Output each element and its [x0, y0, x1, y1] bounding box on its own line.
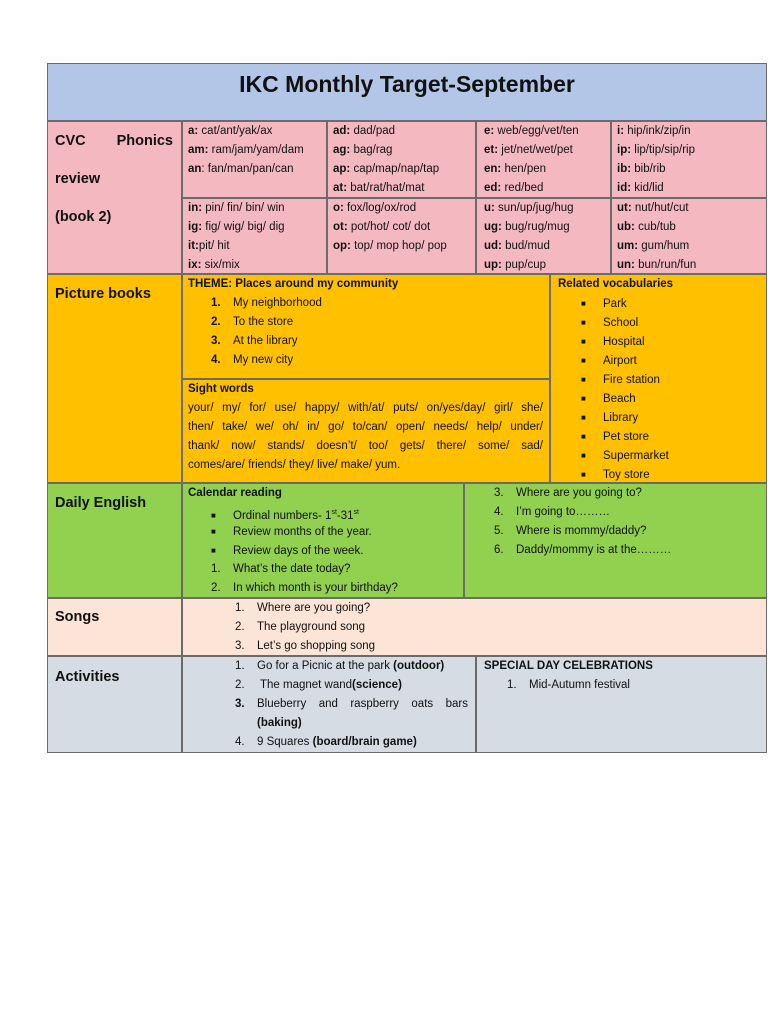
cvc-line [333, 179, 475, 198]
cvc-cell [476, 121, 611, 198]
cvc-pattern: ip: [617, 144, 632, 156]
cvc-pattern: um: [617, 240, 639, 252]
cvc-line [188, 122, 326, 141]
activities-cell [182, 656, 476, 753]
cvc-cell [182, 198, 327, 274]
cvc-words: jet/net/wet/pet [498, 144, 573, 156]
cvc-label-right: Phonics [116, 133, 173, 149]
cvc-pattern: ib: [617, 163, 632, 175]
vocab-item: ■ School [558, 313, 766, 332]
vocab-item: ■ Beach [558, 389, 766, 408]
vocab-label: Related vocabularies [558, 278, 674, 290]
cvc-pattern: o: [333, 202, 344, 214]
cvc-label-left: CVC [55, 133, 86, 149]
theme-label: THEME: Places around my community [188, 278, 399, 290]
bullet-icon: ■ [211, 546, 216, 555]
bullet-icon: ■ [581, 394, 586, 403]
theme-item: 4. My new city [211, 354, 294, 366]
cvc-pattern: ap: [333, 163, 351, 175]
cvc-pattern: op: [333, 240, 351, 252]
cvc-line [484, 218, 610, 237]
cvc-line [188, 237, 326, 256]
special-day-item: 1. Mid-Autumn festival [507, 679, 630, 691]
cvc-pattern: a: [188, 125, 199, 137]
cvc-pattern: ot: [333, 221, 348, 233]
sight-words-line: comes/are/ friends/ they/ live/ make/ yum. [188, 459, 401, 471]
question-item: 6. Daddy/mommy is at the……… [494, 544, 672, 556]
cvc-words: cub/tub [634, 221, 676, 233]
cvc-words: pit/ hit [198, 240, 230, 252]
bullet-icon: ■ [581, 299, 586, 308]
cvc-words: bun/run/fun [634, 259, 697, 271]
calendar-bullet: ■ Review months of the year. [188, 522, 463, 541]
cvc-cell-content [484, 199, 610, 275]
question-item: 1. What’s the date today? [211, 563, 351, 575]
sight-words-cell [182, 379, 550, 483]
cvc-words: top/ mop hop/ pop [350, 240, 447, 252]
picture-books-label: Picture books [55, 286, 151, 302]
cvc-cell [611, 198, 767, 274]
calendar-cell [182, 483, 464, 598]
theme-item: 2. To the store [211, 316, 294, 328]
cvc-pattern: e: [484, 125, 495, 137]
cvc-pattern: ix: [188, 259, 202, 271]
cvc-pattern: ed: [484, 182, 502, 194]
cvc-line [484, 179, 610, 198]
cvc-cell [327, 198, 476, 274]
vocab-item: ■ Fire station [558, 370, 766, 389]
cvc-line [617, 179, 766, 198]
sight-words-line: thank/ now/ stands/ doesn’t/ too/ gets/ there/ some/ sad/ [188, 440, 543, 452]
ordinal-item: ■ Ordinal numbers- 1st-31st [188, 503, 463, 522]
question-item: 5. Where is mommy/daddy? [494, 525, 647, 537]
cvc-label-cell [47, 121, 182, 274]
cvc-label-review: review [55, 171, 101, 187]
cvc-line [333, 141, 475, 160]
cvc-line [484, 122, 610, 141]
cvc-line [617, 199, 766, 218]
cvc-words: web/egg/vet/ten [494, 125, 579, 137]
cvc-pattern: at: [333, 182, 348, 194]
activity-item: 4. 9 Squares (board/brain game) [235, 736, 417, 748]
vocab-item: ■ Park [558, 294, 766, 313]
bullet-icon: ■ [211, 510, 216, 520]
cvc-pattern: ug: [484, 221, 502, 233]
title-row [47, 63, 767, 121]
daily-english-label-cell [47, 483, 182, 598]
cvc-words: bat/rat/hat/mat [347, 182, 425, 194]
cvc-words: fig/ wig/ big/ dig [202, 221, 285, 233]
cvc-cell-content [188, 122, 326, 179]
cvc-pattern: up: [484, 259, 502, 271]
song-item: 1. Where are you going? [235, 602, 371, 614]
cvc-pattern: in: [188, 202, 203, 214]
cvc-pattern: ub: [617, 221, 635, 233]
cvc-words: pin/ fin/ bin/ win [202, 202, 285, 214]
vocab-item: ■ Pet store [558, 427, 766, 446]
cvc-cell-content [617, 199, 766, 275]
cvc-line [333, 160, 475, 179]
cvc-words: gum/hum [638, 240, 690, 252]
cvc-line [188, 199, 326, 218]
cvc-line [617, 141, 766, 160]
cvc-line [333, 199, 475, 218]
cvc-pattern: am: [188, 144, 209, 156]
cvc-line [484, 237, 610, 256]
cvc-line [188, 218, 326, 237]
cvc-pattern: ud: [484, 240, 502, 252]
cvc-line [333, 237, 475, 256]
vocab-item: ■ Supermarket [558, 446, 766, 465]
cvc-pattern: u: [484, 202, 495, 214]
bullet-icon: ■ [581, 470, 586, 479]
cvc-line [617, 122, 766, 141]
bullet-icon: ■ [211, 527, 216, 536]
daily-english-label: Daily English [55, 495, 147, 511]
cvc-label-book: (book 2) [55, 209, 112, 225]
sight-words-line: then/ take/ we/ oh/ in/ go/ to/can/ open/ needs/ help/ under/ [188, 421, 543, 433]
cvc-words: six/mix [201, 259, 240, 271]
cvc-words: ram/jam/yam/dam [208, 144, 304, 156]
cvc-pattern: it: [188, 240, 199, 252]
cvc-words: nut/hut/cut [631, 202, 689, 214]
cvc-line [617, 256, 766, 275]
vocab-cell [550, 274, 767, 483]
cvc-pattern: un: [617, 259, 635, 271]
cvc-words: : fan/man/pan/can [201, 163, 294, 175]
vocab-item: ■ Library [558, 408, 766, 427]
calendar-bullet: ■ Review days of the week. [188, 541, 463, 560]
cvc-line [617, 218, 766, 237]
cvc-words: bib/rib [631, 163, 666, 175]
question-item: 2. In which month is your birthday? [211, 582, 398, 594]
cvc-cell [611, 121, 767, 198]
picture-books-label-cell [47, 274, 182, 483]
vocab-item: ■ Toy store [558, 465, 766, 484]
cvc-words: lip/tip/sip/rip [631, 144, 695, 156]
theme-item: 1. My neighborhood [211, 297, 322, 309]
cvc-pattern: et: [484, 144, 499, 156]
songs-label: Songs [55, 609, 100, 625]
cvc-words: kid/lid [631, 182, 664, 194]
cvc-cell [476, 198, 611, 274]
questions-cell [464, 483, 767, 598]
cvc-line [188, 256, 326, 275]
calendar-label: Calendar reading [188, 487, 282, 499]
question-item: 3. Where are you going to? [494, 487, 642, 499]
theme-item: 3. At the library [211, 335, 298, 347]
cvc-line [188, 160, 326, 179]
cvc-pattern: ad: [333, 125, 351, 137]
cvc-line [333, 218, 475, 237]
song-item: 3. Let’s go shopping song [235, 640, 376, 652]
cvc-line [484, 141, 610, 160]
cvc-words: cap/map/nap/tap [350, 163, 440, 175]
cvc-pattern: ut: [617, 202, 632, 214]
cvc-words: bug/rug/mug [501, 221, 570, 233]
page-title: IKC Monthly Target-September [239, 71, 575, 97]
bullet-icon: ■ [581, 413, 586, 422]
sight-words-label: Sight words [188, 383, 254, 395]
cvc-pattern: id: [617, 182, 632, 194]
cvc-words: sun/up/jug/hug [494, 202, 574, 214]
cvc-words: pot/hot/ cot/ dot [347, 221, 431, 233]
special-day-cell [476, 656, 767, 753]
cvc-words: fox/log/ox/rod [343, 202, 417, 214]
activity-item: 1. Go for a Picnic at the park (outdoor) [235, 660, 445, 672]
bullet-icon: ■ [581, 451, 586, 460]
cvc-line [188, 141, 326, 160]
cvc-words: bag/rag [350, 144, 393, 156]
sight-words-line: your/ my/ for/ use/ happy/ with/at/ puts/ on/yes/day/ girl/ she/ [188, 402, 543, 414]
activity-item: 2. The magnet wand(science) [235, 679, 402, 691]
songs-cell [182, 598, 767, 656]
activity-item-cont: (baking) [257, 717, 302, 729]
cvc-cell-content [333, 199, 475, 256]
theme-cell [182, 274, 550, 379]
cvc-line [484, 256, 610, 275]
cvc-line [333, 122, 475, 141]
cvc-words: hen/pen [501, 163, 547, 175]
cvc-cell-content [617, 122, 766, 198]
bullet-icon: ■ [581, 318, 586, 327]
cvc-words: bud/mud [501, 240, 550, 252]
cvc-line [484, 199, 610, 218]
activities-label-cell [47, 656, 182, 753]
activities-label: Activities [55, 669, 120, 685]
vocab-list [558, 294, 766, 484]
bullet-icon: ■ [581, 375, 586, 384]
cvc-pattern: i: [617, 125, 625, 137]
cvc-line [617, 160, 766, 179]
cvc-line [617, 237, 766, 256]
cvc-words: dad/pad [350, 125, 396, 137]
song-item: 2. The playground song [235, 621, 366, 633]
cvc-cell [182, 121, 327, 198]
bullet-icon: ■ [581, 356, 586, 365]
cvc-pattern: ag: [333, 144, 351, 156]
vocab-item: ■ Hospital [558, 332, 766, 351]
activity-item: 3. Blueberry and raspberry oats bars [235, 698, 468, 710]
cvc-words: pup/cup [501, 259, 547, 271]
cvc-pattern: ig: [188, 221, 203, 233]
cvc-words: cat/ant/yak/ax [198, 125, 273, 137]
bullet-icon: ■ [581, 432, 586, 441]
cvc-cell [327, 121, 476, 198]
bullet-icon: ■ [581, 337, 586, 346]
question-item: 4. I’m going to……… [494, 506, 610, 518]
cvc-words: red/bed [501, 182, 544, 194]
cvc-cell-content [333, 122, 475, 198]
cvc-words: hip/ink/zip/in [624, 125, 691, 137]
cvc-pattern: an [188, 163, 202, 175]
songs-label-cell [47, 598, 182, 656]
vocab-item: ■ Airport [558, 351, 766, 370]
special-day-label: SPECIAL DAY CELEBRATIONS [484, 660, 653, 672]
cvc-pattern: en: [484, 163, 502, 175]
cvc-line [484, 160, 610, 179]
cvc-cell-content [188, 199, 326, 275]
cvc-cell-content [484, 122, 610, 198]
